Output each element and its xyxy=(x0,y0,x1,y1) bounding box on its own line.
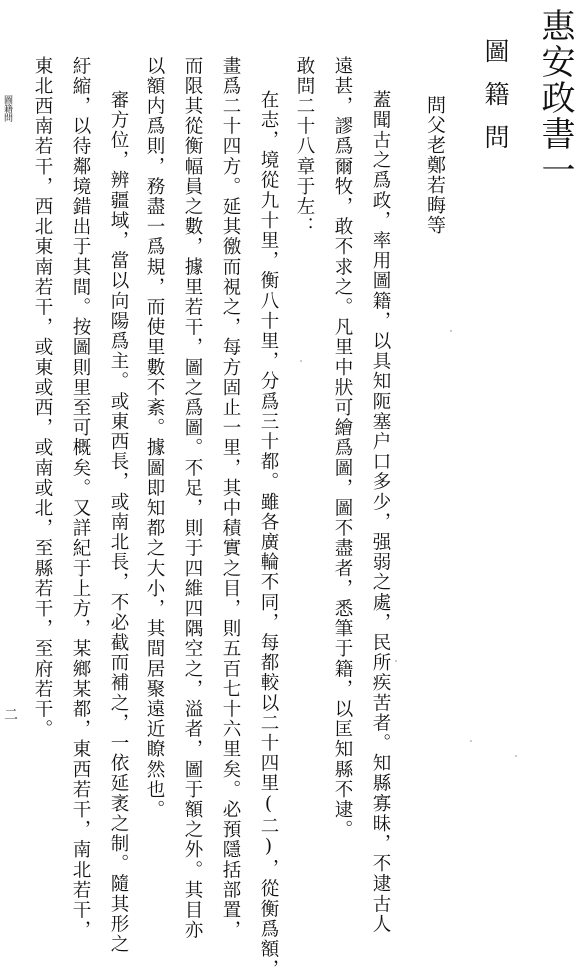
text-column-3: 敢問二十八章于左： xyxy=(294,56,315,237)
author-line: 問父老鄭若晦等 xyxy=(424,95,446,235)
text-column-4: 在志，境從九十里，衡八十里，分爲三十都。雖各廣輪不同，每都較以二十四里(二)，從衡爲額， xyxy=(258,90,279,979)
page-number: 二 xyxy=(2,707,18,721)
margin-label: 圖籍問 xyxy=(2,95,12,122)
chapter-title: 圖籍問 xyxy=(481,38,510,167)
text-column-8: 審方位，辨疆域，當以向陽爲主。或東西長，或南北長，不必截而補之，一依延袤之制。隨其形之 xyxy=(108,90,129,955)
book-title: 惠安政書一 xyxy=(535,8,575,188)
text-column-1: 蓋聞古之爲政，率用圖籍，以具知阨塞户口多少，强弱之處，民所疾苦者。知縣寡昧，不逮古人 xyxy=(370,90,391,935)
text-column-2: 遠甚，謬爲爾牧，敢不求之。凡里中狀可繪爲圖，圖不盡者，悉筆于籍，以匡知縣不逮。 xyxy=(332,56,353,840)
text-column-10: 東北西南若干，西北東南若干，或東或西，或南或北，至縣若干，至府若干。 xyxy=(32,56,53,740)
text-column-5: 畫爲二十四方。延其徼而視之，每方固止一里，其中積實之目，則五百七十六里矣。必預隱括部置， xyxy=(220,56,241,941)
text-column-7: 以額内爲則，務盡一爲規，而使里數不紊。據圖即知都之大小，其間居聚遠近瞭然也。 xyxy=(144,56,165,820)
text-column-9: 紆縮，以待鄰境錯出于其間。按圖則里至可概矣。又詳紀于上方，某鄉某都，東西若干，南北若干， xyxy=(70,56,91,941)
text-column-6: 而限其從衡幅員之數，據里若干，圖之爲圖。不足，則于四維四隅空之，溢者，圖于額之外。其目亦 xyxy=(182,56,203,941)
